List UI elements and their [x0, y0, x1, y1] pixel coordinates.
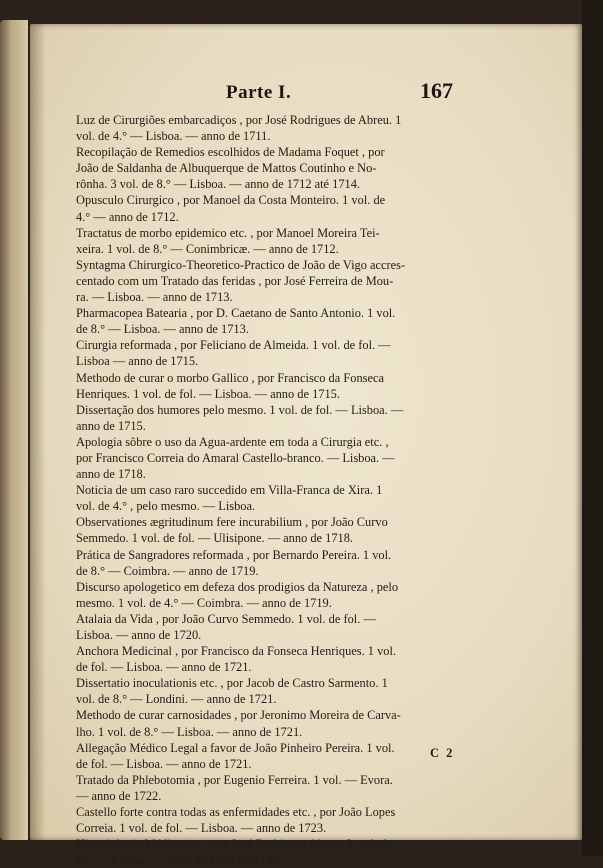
- entry-line: Lisboa. — anno de 1720.: [76, 628, 202, 642]
- entry-line: vol. de 4.° , pelo mesmo. — Lisboa.: [76, 499, 256, 514]
- entry-line: Luz de Cirurgiões embarcadiços , por José Rodrigues de Abreu. 1: [76, 113, 402, 127]
- entry-line: Correia. 1 vol. de fol. — Lisboa. — anno de 1723.: [76, 821, 327, 836]
- entry-line: mesmo. 1 vol. de 4.° — Coimbra. — anno de 1719.: [76, 595, 332, 610]
- entry-line: vol. de 4.° — Lisboa. — anno de 1711.: [76, 129, 271, 144]
- entry-line: centado com um Tratado das feridas , por José Ferreira de Mou-: [76, 273, 394, 288]
- bibliography-entry: [76, 482, 504, 514]
- entry-line: lho. 1 vol. de 8.° — Lisboa. — anno de 1721.: [76, 724, 303, 739]
- bibliography-entry: [76, 434, 504, 482]
- entry-line: Anchora Medicinal , por Francisco da Fonseca Henriques. 1 vol.: [76, 644, 397, 659]
- bibliography-entry: [76, 579, 504, 611]
- bibliography-entry: [76, 225, 504, 257]
- bibliography-entry: [76, 611, 504, 643]
- entry-line: Dissertatio inoculationis etc. , por Jacob de Castro Sarmento. 1: [76, 676, 388, 691]
- bibliography-entry: [76, 305, 504, 337]
- entry-line: vol. de 8.° — Londini. — anno de 1721.: [76, 692, 277, 707]
- entry-line: por Francisco Correia do Amaral Castello-branco. — Lisboa. —: [76, 450, 395, 465]
- entry-line: Lisboa — anno de 1715.: [76, 354, 199, 369]
- entry-line: anno de 1718.: [76, 467, 146, 482]
- entry-line: anno de 1715.: [76, 418, 146, 433]
- entry-line: Methodo de curar o morbo Gallico , por Francisco da Fonseca: [76, 370, 384, 385]
- entry-line: Tractatus de morbo epidemico etc. , por Manoel Moreira Tei-: [76, 225, 380, 240]
- entry-line: de fol. — Lisboa. — anno de 1721.: [76, 660, 252, 675]
- bibliography-entry: [76, 370, 504, 402]
- entry-line: rônha. 3 vol. de 8.° — Lisboa. — anno de 1712 até 1714.: [76, 177, 361, 192]
- entry-line: Historiologia Médica etc. , por José Rodrigues Abreu. 3. vol. de: [76, 837, 393, 852]
- scan-background-edge: [582, 0, 603, 856]
- entry-line: de 8.° — Lisboa. — anno de 1713.: [76, 322, 249, 337]
- entry-line: Allegação Médico Legal a favor de João Pinheiro Pereira. 1 vol.: [76, 740, 395, 755]
- bibliography-entry: [76, 836, 504, 868]
- entry-line: Observationes ægritudinum fere incurabilium , por João Curvo: [76, 515, 388, 530]
- entry-line: Semmedo. 1 vol. de fol. — Ulisipone. — anno de 1718.: [76, 531, 354, 546]
- entry-line: xeira. 1 vol. de 8.° — Conimbricæ. — anno de 1712.: [76, 241, 339, 256]
- entry-line: Recopilação de Remedios escolhidos de Madama Foquet , por: [76, 145, 385, 160]
- running-head: Parte I.: [226, 82, 292, 103]
- entry-line: Henriques. 1 vol. de fol. — Lisboa. — anno de 1715.: [76, 386, 340, 401]
- entry-line: Noticia de um caso raro succedido em Villa-Franca de Xira. 1: [76, 483, 383, 498]
- entry-line: Methodo de curar carnosidades , por Jeronimo Moreira de Carva-: [76, 708, 401, 723]
- bibliography-entry: [76, 772, 504, 804]
- entry-line: ra. — Lisboa. — anno de 1713.: [76, 290, 233, 305]
- entry-line: — anno de 1722.: [76, 788, 162, 803]
- entry-line: Prática de Sangradores reformada , por Bernardo Pereira. 1 vol.: [76, 547, 392, 562]
- printer-signature-mark: C 2: [430, 746, 455, 760]
- bibliography-entry: [76, 514, 504, 546]
- bibliography-entry: [76, 675, 504, 707]
- page-number: 167: [420, 78, 453, 103]
- page-header: [30, 76, 582, 104]
- entry-line: Tratado da Phlebotomia , por Eugenio Ferreira. 1 vol. — Evora.: [76, 772, 393, 787]
- bibliography-entry: [76, 257, 504, 305]
- facing-page-edge: [0, 20, 28, 840]
- entry-line: Cirurgia reformada , por Feliciano de Almeida. 1 vol. de fol. —: [76, 338, 391, 353]
- page-gutter-shadow: [30, 24, 46, 840]
- entry-line: de fol. — Lisboa. — anno de 1721.: [76, 756, 252, 771]
- entry-line: Pharmacopea Batearia , por D. Caetano de Santo Antonio. 1 vol.: [76, 306, 396, 321]
- entry-line: Atalaia da Vida , por João Curvo Semmedo. 1 vol. de fol. —: [76, 611, 376, 626]
- bibliography-entry: [76, 707, 504, 739]
- entry-line: Castello forte contra todas as enfermidades etc. , por João Lopes: [76, 805, 396, 820]
- entry-line: Discurso apologetico em defeza dos prodigios da Natureza , pelo: [76, 579, 399, 594]
- entry-line: João de Saldanha de Albuquerque de Mattos Coutinho e No-: [76, 161, 377, 176]
- entry-line: Opusculo Cirurgico , por Manoel da Costa Monteiro. 1 vol. de: [76, 193, 386, 208]
- bibliography-entry: [76, 804, 504, 836]
- entry-line: Syntagma Chirurgico-Theoretico-Practico de João de Vigo accres-: [76, 257, 406, 272]
- entry-line: de 8.° — Coimbra. — anno de 1719.: [76, 563, 259, 578]
- book-page: [30, 24, 582, 868]
- bibliography-entry: [76, 402, 504, 434]
- bibliography-entry: [76, 144, 504, 192]
- bibliography-entry: [76, 337, 504, 369]
- entry-line: Dissertação dos humores pelo mesmo. 1 vol. de fol. — Lisboa. —: [76, 402, 404, 417]
- entry-line: fol. — Lisboa. — anno de 1723 até 1745.: [76, 853, 283, 868]
- entry-line: Apologia sôbre o uso da Agua-ardente em toda a Cirurgia etc. ,: [76, 434, 389, 449]
- bibliography-entry: [76, 112, 504, 144]
- entry-line: 4.° — anno de 1712.: [76, 209, 179, 224]
- bibliography-entry: [76, 547, 504, 579]
- bibliography-entry: [76, 643, 504, 675]
- bibliography-entry: [76, 192, 504, 224]
